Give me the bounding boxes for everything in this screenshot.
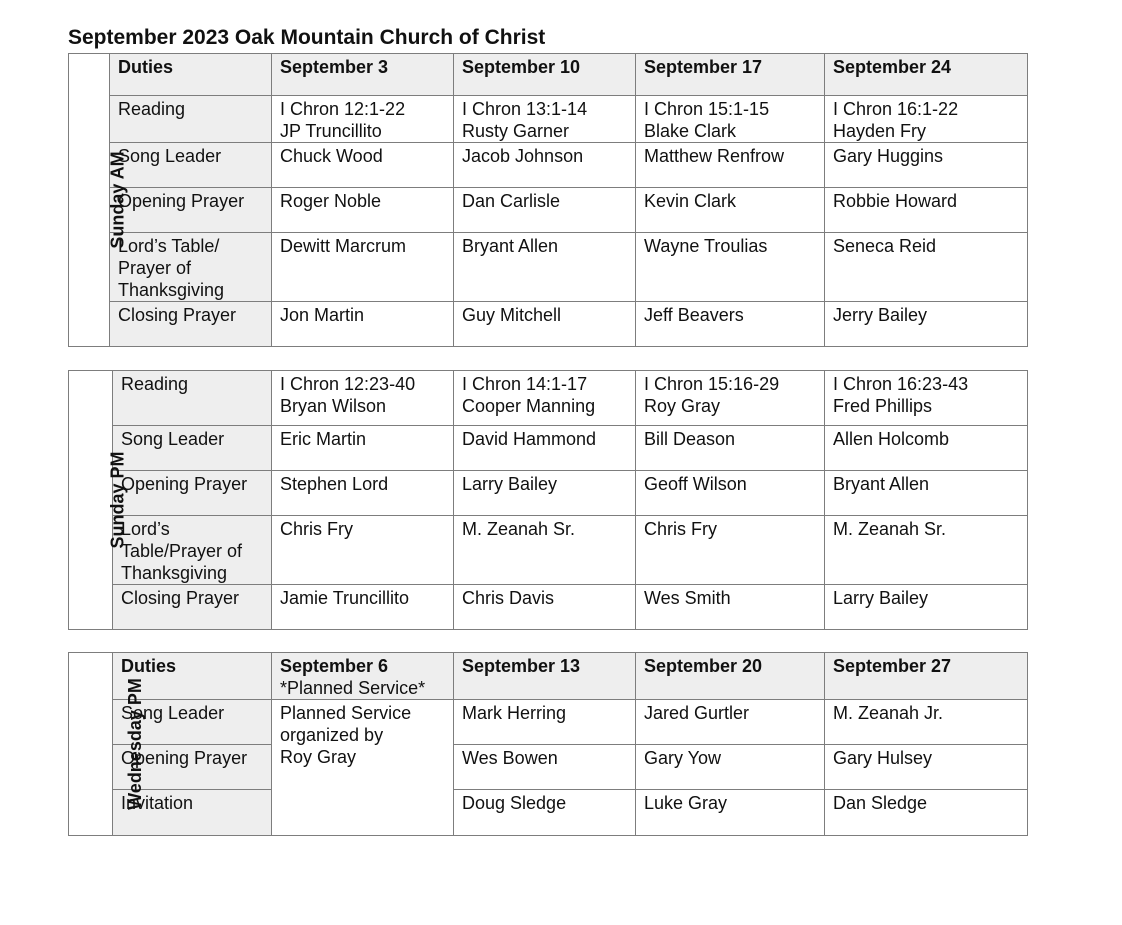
assignment-cell: I Chron 16:1-22 Hayden Fry — [825, 96, 1028, 143]
assignment-cell: Larry Bailey — [825, 585, 1028, 630]
header-cell: Duties — [110, 54, 272, 96]
wednesday-pm-table — [68, 652, 1028, 836]
assignment-cell: Chris Fry — [272, 516, 454, 585]
table-row — [69, 700, 1028, 745]
assignment-cell: Bill Deason — [636, 426, 825, 471]
header-row — [69, 54, 1028, 96]
assignment-cell: M. Zeanah Sr. — [454, 516, 636, 585]
assignment-cell: Gary Yow — [636, 745, 825, 790]
duty-cell: Closing Prayer — [110, 302, 272, 347]
assignment-cell: Chuck Wood — [272, 143, 454, 188]
planned-service-cell: Planned Service organized by Roy Gray — [272, 700, 454, 836]
assignment-cell: M. Zeanah Sr. — [825, 516, 1028, 585]
header-cell: Duties — [113, 653, 272, 700]
header-cell: September 13 — [454, 653, 636, 700]
assignment-cell: Wes Bowen — [454, 745, 636, 790]
assignment-cell: Mark Herring — [454, 700, 636, 745]
assignment-cell: Jacob Johnson — [454, 143, 636, 188]
assignment-cell: Gary Hulsey — [825, 745, 1028, 790]
duty-cell: Opening Prayer — [110, 188, 272, 233]
table-row — [69, 143, 1028, 188]
assignment-cell: Matthew Renfrow — [636, 143, 825, 188]
duty-cell: Song Leader — [113, 700, 272, 745]
table-row — [69, 302, 1028, 347]
header-cell: September 6 *Planned Service* — [272, 653, 454, 700]
duty-cell: Reading — [110, 96, 272, 143]
assignment-cell: Jerry Bailey — [825, 302, 1028, 347]
assignment-cell: Roger Noble — [272, 188, 454, 233]
assignment-cell: Jared Gurtler — [636, 700, 825, 745]
assignment-cell: I Chron 12:1-22 JP Truncillito — [272, 96, 454, 143]
assignment-cell: I Chron 15:16-29 Roy Gray — [636, 371, 825, 426]
table-row — [69, 426, 1028, 471]
table-row — [69, 516, 1028, 585]
assignment-cell: Geoff Wilson — [636, 471, 825, 516]
header-row — [69, 653, 1028, 700]
duty-cell: Opening Prayer — [113, 471, 272, 516]
assignment-cell: Guy Mitchell — [454, 302, 636, 347]
table-row — [69, 585, 1028, 630]
assignment-cell: Bryant Allen — [454, 233, 636, 302]
header-cell: September 10 — [454, 54, 636, 96]
header-cell: September 27 — [825, 653, 1028, 700]
assignment-cell: Doug Sledge — [454, 790, 636, 836]
assignment-cell: Eric Martin — [272, 426, 454, 471]
assignment-cell: Dewitt Marcrum — [272, 233, 454, 302]
duty-cell: Song Leader — [110, 143, 272, 188]
table-row — [69, 233, 1028, 302]
table-row — [69, 188, 1028, 233]
assignment-cell: I Chron 12:23-40 Bryan Wilson — [272, 371, 454, 426]
assignment-cell: Chris Fry — [636, 516, 825, 585]
header-cell: September 3 — [272, 54, 454, 96]
section-label: Sunday PM — [69, 371, 113, 630]
sunday-am-table — [68, 53, 1028, 347]
table-row — [69, 96, 1028, 143]
duty-cell: Lord’s Table/ Prayer of Thanksgiving — [110, 233, 272, 302]
table-row — [69, 471, 1028, 516]
assignment-cell: I Chron 13:1-14 Rusty Garner — [454, 96, 636, 143]
assignment-cell: Jeff Beavers — [636, 302, 825, 347]
duty-cell: Reading — [113, 371, 272, 426]
header-cell: September 24 — [825, 54, 1028, 96]
section-label: Wednesday PM — [69, 653, 113, 836]
assignment-cell: Luke Gray — [636, 790, 825, 836]
assignment-cell: Bryant Allen — [825, 471, 1028, 516]
duty-cell: Closing Prayer — [113, 585, 272, 630]
assignment-cell: Jamie Truncillito — [272, 585, 454, 630]
page-title: September 2023 Oak Mountain Church of Christ — [68, 26, 546, 49]
assignment-cell: I Chron 15:1-15 Blake Clark — [636, 96, 825, 143]
duty-cell: Lord’s Table/Prayer of Thanksgiving — [113, 516, 272, 585]
assignment-cell: Allen Holcomb — [825, 426, 1028, 471]
sunday-pm-table — [68, 370, 1028, 630]
duty-cell: Song Leader — [113, 426, 272, 471]
duty-cell: Opening Prayer — [113, 745, 272, 790]
table-row — [69, 790, 1028, 836]
assignment-cell: Kevin Clark — [636, 188, 825, 233]
assignment-cell: I Chron 14:1-17 Cooper Manning — [454, 371, 636, 426]
assignment-cell: Seneca Reid — [825, 233, 1028, 302]
assignment-cell: M. Zeanah Jr. — [825, 700, 1028, 745]
assignment-cell: Dan Sledge — [825, 790, 1028, 836]
header-cell: September 17 — [636, 54, 825, 96]
assignment-cell: Wayne Troulias — [636, 233, 825, 302]
assignment-cell: Stephen Lord — [272, 471, 454, 516]
assignment-cell: Jon Martin — [272, 302, 454, 347]
assignment-cell: Chris Davis — [454, 585, 636, 630]
table-row — [69, 745, 1028, 790]
header-cell: September 20 — [636, 653, 825, 700]
assignment-cell: Dan Carlisle — [454, 188, 636, 233]
table-row — [69, 371, 1028, 426]
planned-service-note: *Planned Service* — [280, 678, 426, 698]
assignment-cell: David Hammond — [454, 426, 636, 471]
assignment-cell: Wes Smith — [636, 585, 825, 630]
duty-cell: Invitation — [113, 790, 272, 836]
assignment-cell: Robbie Howard — [825, 188, 1028, 233]
assignment-cell: Larry Bailey — [454, 471, 636, 516]
assignment-cell: Gary Huggins — [825, 143, 1028, 188]
section-label: Sunday AM — [69, 54, 110, 347]
assignment-cell: I Chron 16:23-43 Fred Phillips — [825, 371, 1028, 426]
